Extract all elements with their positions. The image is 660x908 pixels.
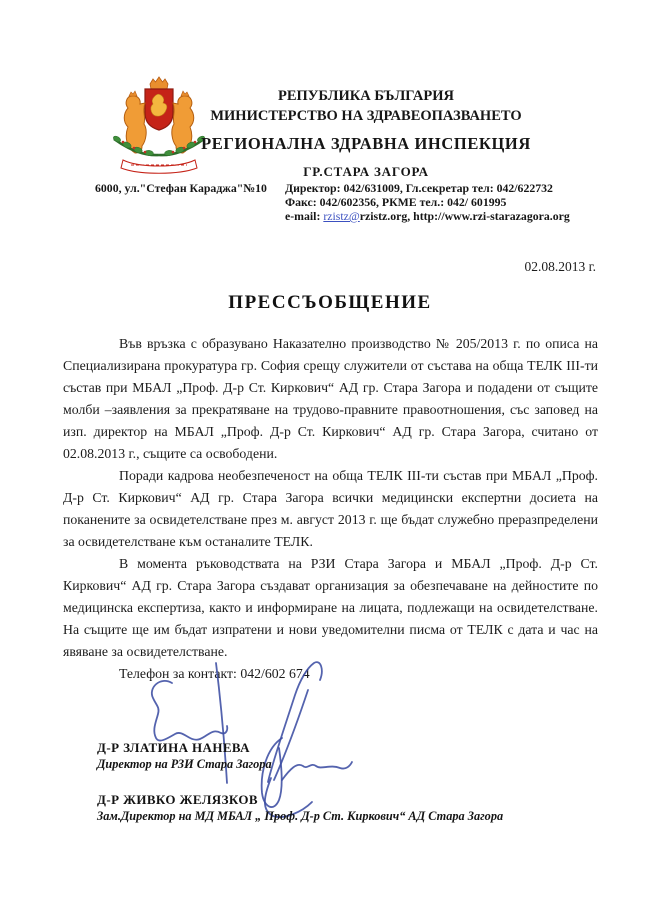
republic-title: РЕПУБЛИКА БЪЛГАРИЯ (277, 88, 455, 104)
paragraph-3: В момента ръководствата на РЗИ Стара Загора и МБАЛ „Проф. Д-р Ст. Киркович“ АД гр. Стара Загора създават организация за обезпечаване на дейностите по медицинска експертиза, както и информиране на лицата, подлежащи на освидетелстване. На същите ще им бъдат изпратени и нови уведомителни писма от ТЕЛК с дата и час на явяване за освидетелстване. (63, 556, 598, 659)
email-line (285, 209, 615, 223)
signatory-1-title: Директор на РЗИ Стара Загора (97, 757, 272, 771)
email-link: rzistz@ (323, 209, 360, 223)
letterhead (72, 88, 660, 180)
city-title: ГР.СТАРА ЗАГОРА (303, 164, 429, 179)
email-domain-and-website: rzistz.org, http://www.rzi-starazagora.org (359, 209, 570, 223)
paragraph-1: Във връзка с образувано Наказателно производство № 205/2013 г. по описа на Специализирана прокуратура гр. София срещу служители от състава на обща ТЕЛК III-ти състав при МБАЛ „Проф. Д-р Ст. Киркович“ АД гр. Стара Загора и подадени от същите молби –заявления за прекратяване на трудово-правните правоотношения, със заповед на изп. директор на МБАЛ „Проф. Д-р Ст. Киркович“ АД гр. Стара Загора, считано от 02.08.2013 г., същите са освободени. (63, 336, 598, 461)
contact-details (285, 181, 615, 223)
inspection-title: РЕГИОНАЛНА ЗДРАВНА ИНСПЕКЦИЯ (201, 134, 531, 153)
signatory-1-name: Д-Р ЗЛАТИНА НАНЕВА (97, 740, 250, 755)
fax-line: Факс: 042/602356, РКМЕ тел.: 042/ 601995 (285, 195, 507, 209)
phone-directors-line: Директор: 042/631009, Гл.секретар тел: 042/622732 (285, 181, 553, 195)
signatory-2-name: Д-Р ЖИВКО ЖЕЛЯЗКОВ (97, 792, 258, 807)
paragraph-2: Поради кадрова необезпеченост на обща ТЕЛК III-ти състав при МБАЛ „Проф. Д-р Ст. Киркович“ АД гр. Стара Загора всички медицински експертни досиета на поканените за освидетелстване през м. август 2013 г. ще бъдат служебно преразпределени за освидетелстване към останалите ТЕЛК. (63, 468, 598, 549)
contact-block (95, 181, 615, 223)
ministry-title: МИНИСТЕРСТВО НА ЗДРАВЕОПАЗВАНЕТО (210, 108, 522, 124)
office-address: 6000, ул."Стефан Караджа"№10 (95, 181, 267, 195)
signatory-2-title: Зам.Директор на МД МБАЛ „ Проф. Д-р Ст. Киркович“ АД Стара Загора (97, 809, 504, 823)
signatory-block-2 (97, 792, 503, 824)
signatory-block-1 (97, 740, 272, 772)
document-date: 02.08.2013 г. (524, 259, 596, 274)
document-body (63, 333, 598, 685)
document-title: ПРЕССЪОБЩЕНИЕ (228, 292, 432, 313)
contact-phone-line: Телефон за контакт: 042/602 674 (119, 666, 310, 681)
email-label: e-mail: (285, 209, 324, 223)
